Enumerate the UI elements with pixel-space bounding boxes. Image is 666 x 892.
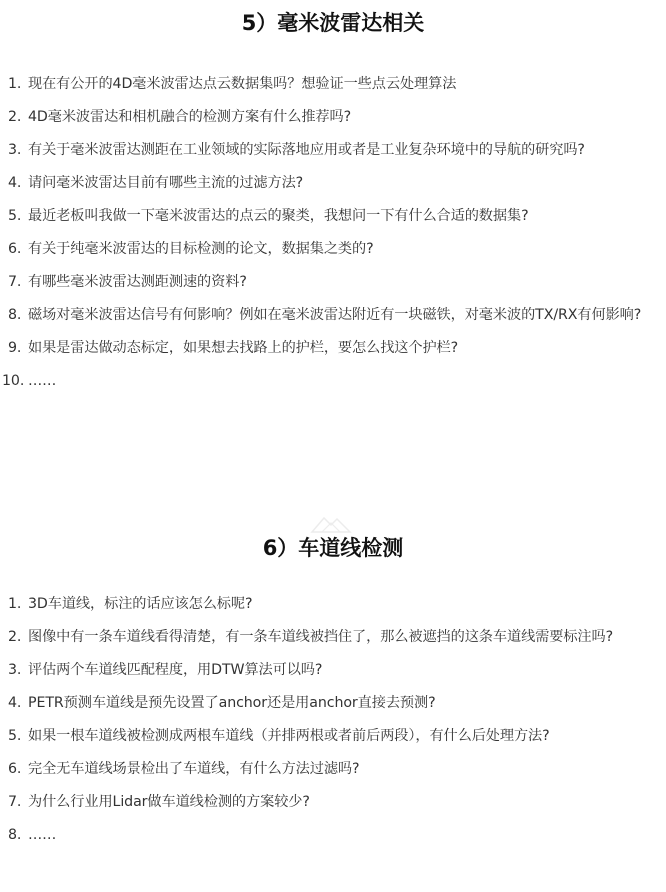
item-text: ……: [28, 373, 57, 389]
item-text: 4D毫米波雷达和相机融合的检测方案有什么推荐吗?: [28, 109, 352, 125]
item-text: 有关于毫米波雷达测距在工业领域的实际落地应用或者是工业复杂环境中的导航的研究吗?: [28, 142, 585, 158]
list-item: [0, 105, 666, 130]
item-text: 有关于纯毫米波雷达的目标检测的论文，数据集之类的?: [28, 241, 374, 257]
item-number: 2.: [8, 629, 22, 645]
item-number: 4.: [8, 695, 22, 711]
item-text: ……: [28, 827, 57, 843]
item-number: 8.: [8, 827, 22, 843]
item-number: 4.: [8, 175, 22, 191]
item-number: 8.: [8, 307, 22, 323]
section-lane-detection: [0, 530, 666, 843]
list-item: [0, 336, 666, 361]
item-text: 有哪些毫米波雷达测距测速的资料?: [28, 274, 247, 290]
item-text: PETR预测车道线是预先设置了anchor还是用anchor直接去预测?: [28, 695, 436, 711]
list-item: [0, 138, 666, 163]
list-item: [0, 691, 666, 716]
item-text: 3D车道线，标注的话应该怎么标呢?: [28, 596, 253, 612]
list-item: [0, 369, 666, 394]
list-item: [0, 658, 666, 683]
list-item: [0, 724, 666, 749]
item-text: 现在有公开的4D毫米波雷达点云数据集吗？想验证一些点云处理算法: [28, 76, 457, 92]
item-number: 6.: [8, 241, 22, 257]
item-number: 1.: [8, 596, 22, 612]
section-title: 6）车道线检测: [262, 536, 404, 560]
item-number: 7.: [8, 274, 22, 290]
list-item: [0, 204, 666, 229]
item-number: 1.: [8, 76, 22, 92]
item-text: 最近老板叫我做一下毫米波雷达的点云的聚类，我想问一下有什么合适的数据集?: [28, 208, 529, 224]
item-number: 3.: [8, 142, 22, 158]
item-text: 如果一根车道线被检测成两根车道线（并排两根或者前后两段），有什么后处理方法?: [28, 728, 550, 744]
question-list: [0, 72, 666, 402]
item-number: 3.: [8, 662, 22, 678]
section-title: 5）毫米波雷达相关: [241, 11, 425, 35]
item-text: 为什么行业用Lidar做车道线检测的方案较少?: [28, 794, 310, 810]
item-text: 磁场对毫米波雷达信号有何影响？例如在毫米波雷达附近有一块磁铁，对毫米波的TX/RX有何影响?: [28, 307, 642, 323]
item-text: 评估两个车道线匹配程度，用DTW算法可以吗?: [28, 662, 323, 678]
item-number: 6.: [8, 761, 22, 777]
list-item: [0, 625, 666, 650]
item-number: 9.: [8, 340, 22, 356]
item-number: 5.: [8, 208, 22, 224]
list-item: [0, 592, 666, 617]
item-text: 请问毫米波雷达目前有哪些主流的过滤方法?: [28, 175, 304, 191]
item-number: 7.: [8, 794, 22, 810]
item-number: 10.: [2, 373, 25, 389]
list-item: [0, 823, 666, 848]
list-item: [0, 237, 666, 262]
list-item: [0, 303, 666, 328]
item-text: 完全无车道线场景检出了车道线，有什么方法过滤吗?: [28, 761, 360, 777]
item-number: 5.: [8, 728, 22, 744]
item-text: 如果是雷达做动态标定，如果想去找路上的护栏，要怎么找这个护栏?: [28, 340, 459, 356]
item-number: 2.: [8, 109, 22, 125]
item-text: 图像中有一条车道线看得清楚，有一条车道线被挡住了，那么被遮挡的这条车道线需要标注吗?: [28, 629, 614, 645]
question-list: [0, 592, 666, 856]
list-item: [0, 790, 666, 815]
list-item: [0, 171, 666, 196]
list-item: [0, 270, 666, 295]
section-mmwave-radar: [0, 0, 666, 389]
list-item: [0, 72, 666, 97]
list-item: [0, 757, 666, 782]
